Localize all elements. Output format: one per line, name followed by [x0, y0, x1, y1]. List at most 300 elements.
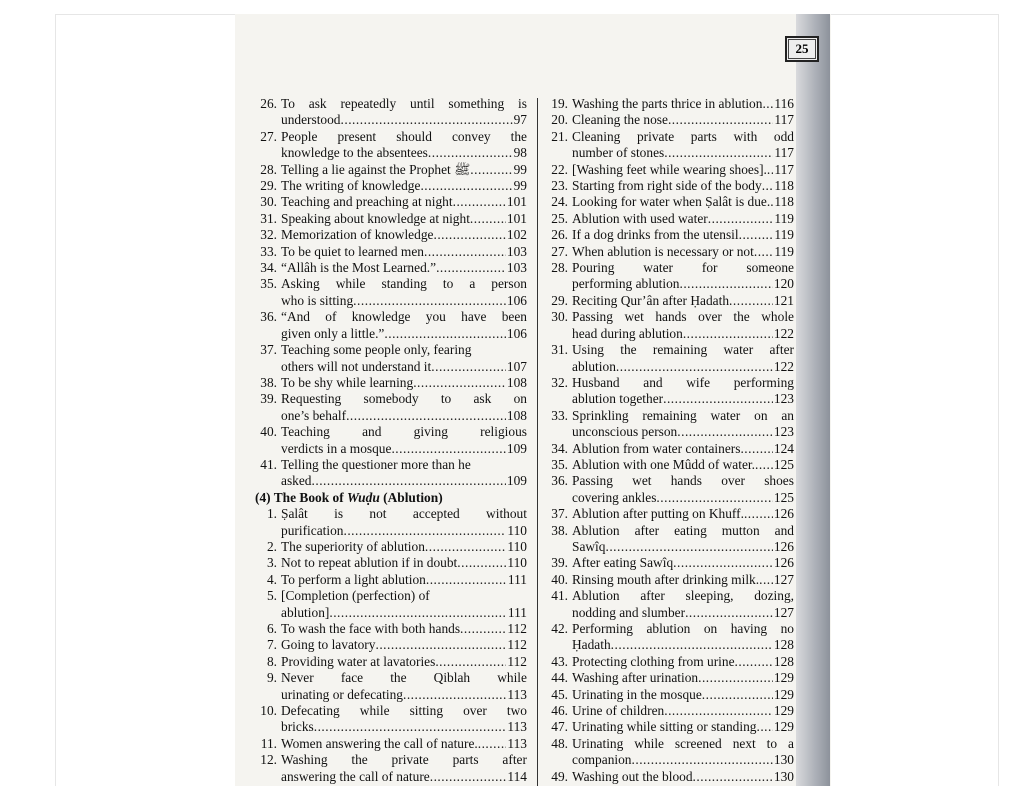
toc-entry-line — [281, 309, 527, 325]
toc-line-text: ablution — [572, 358, 616, 374]
dot-leader — [353, 293, 506, 309]
toc-entry-line — [572, 260, 794, 276]
toc-entry-text — [572, 572, 794, 588]
toc-line-text: bricks — [281, 719, 314, 735]
toc-word: hands — [655, 309, 687, 325]
toc-word: Asking — [281, 276, 320, 292]
toc-word: somebody — [363, 391, 419, 407]
toc-entry-number: 41. — [260, 456, 277, 472]
toc-entry — [255, 391, 527, 424]
dot-leader — [470, 211, 506, 227]
toc-entry-number: 47. — [551, 719, 568, 735]
toc-entry-number: 2. — [266, 538, 277, 554]
toc-entry-text — [281, 506, 527, 539]
toc-word: convey — [451, 128, 491, 144]
toc-entry — [255, 211, 527, 227]
toc-word: without — [486, 506, 527, 522]
toc-word: knowledge — [351, 309, 411, 325]
toc-entry-text — [572, 96, 794, 112]
toc-word: the — [351, 752, 368, 768]
toc-entry-line — [281, 276, 527, 292]
toc-entry-number: 27. — [260, 128, 277, 144]
toc-word: screened — [674, 735, 722, 751]
toc-entry-number: 41. — [551, 588, 568, 604]
toc-entry-number: 3. — [266, 555, 277, 571]
toc-entry-number: 6. — [266, 621, 277, 636]
toc-entry-number: 36. — [260, 309, 277, 325]
toc-word: wet — [624, 309, 644, 325]
toc-page-ref: 129 — [773, 719, 794, 735]
toc-line-text: Ablution after putting on Khuff. — [572, 506, 744, 522]
toc-line-text: Not to repeat ablution if in doubt — [281, 555, 458, 571]
toc-line-text: Sawîq — [572, 538, 606, 554]
toc-entry-text — [572, 178, 794, 194]
toc-entry-number: 8. — [266, 653, 277, 669]
toc-entry-line — [572, 621, 794, 637]
toc-entry-text — [572, 244, 794, 260]
toc-entry-line — [281, 539, 527, 555]
toc-entry-number: 10. — [260, 703, 277, 719]
toc-page-ref: 112 — [507, 653, 527, 669]
page-edge-shadow — [796, 14, 830, 786]
dot-leader — [762, 96, 773, 112]
page-number — [785, 36, 819, 62]
toc-line-text: understood — [281, 112, 341, 128]
toc-page-ref: 128 — [773, 653, 794, 669]
toc-word: not — [369, 506, 387, 522]
dot-leader — [329, 605, 507, 621]
toc-word: ablution — [646, 621, 691, 636]
toc-page-ref: 125 — [773, 489, 794, 505]
toc-entry-line — [281, 752, 527, 768]
toc-entry-line — [281, 194, 527, 210]
toc-word: after — [769, 342, 794, 358]
toc-entry — [255, 637, 527, 653]
toc-word: Urinating — [572, 735, 624, 751]
dot-leader — [426, 572, 507, 588]
toc-word: giving — [413, 424, 448, 440]
toc-word: on — [513, 391, 527, 407]
toc-page-ref: 102 — [506, 227, 527, 243]
toc-word: over — [698, 309, 722, 325]
toc-entry-line — [572, 244, 794, 260]
toc-word: Cleaning — [572, 128, 621, 144]
toc-line-text: Telling a lie against the Prophet ﷺ — [281, 161, 471, 177]
toc-entry-text — [572, 112, 794, 128]
toc-entry-text — [281, 621, 527, 637]
toc-word: to — [766, 735, 778, 751]
toc-line-text: Reciting Qur’ân after Ḥadath — [572, 292, 730, 308]
dot-leader — [436, 260, 506, 276]
toc-word: To — [281, 96, 295, 111]
toc-page-ref: 101 — [506, 210, 527, 226]
toc-entry — [255, 703, 527, 736]
toc-line-text: Rinsing mouth after drinking milk. — [572, 571, 760, 587]
toc-word: two — [506, 703, 527, 719]
toc-entry — [255, 260, 527, 276]
toc-entry-text — [281, 736, 527, 752]
toc-left-column — [255, 96, 527, 785]
toc-word: Never — [281, 670, 314, 686]
toc-entry-line — [281, 572, 527, 588]
toc-page-ref: 101 — [506, 194, 527, 210]
toc-entry-line — [281, 523, 527, 539]
toc-entry-number: 38. — [551, 522, 568, 538]
toc-word: is — [518, 96, 527, 111]
toc-entry — [255, 244, 527, 260]
toc-entry-line — [572, 342, 794, 358]
toc-word: Defecating — [281, 703, 340, 719]
toc-word: wife — [686, 374, 711, 390]
toc-word: Passing — [572, 309, 613, 325]
toc-word: Sprinkling — [572, 407, 629, 423]
toc-word: wet — [632, 473, 652, 489]
toc-line-text: Ablution with one Mûdd of water. — [572, 456, 755, 472]
toc-entry-line — [572, 145, 794, 161]
toc-line-text: To be quiet to learned men — [281, 243, 424, 259]
dot-leader — [664, 703, 773, 719]
toc-word: the — [620, 342, 637, 358]
toc-page-ref: 113 — [507, 719, 527, 735]
toc-entry-text — [281, 539, 527, 555]
toc-entry-number: 34. — [551, 440, 568, 456]
dot-leader — [457, 555, 506, 571]
dot-leader — [314, 719, 507, 735]
toc-entry-line — [572, 703, 794, 719]
toc-entry — [255, 588, 527, 621]
toc-entry-line — [281, 391, 527, 407]
toc-entry — [255, 227, 527, 243]
toc-line-text: given only a little.” — [281, 325, 385, 341]
toc-entry-text — [281, 276, 527, 309]
toc-entry-text — [572, 260, 794, 293]
toc-entry — [546, 457, 794, 473]
toc-word: a — [469, 276, 476, 292]
toc-page-ref: 117 — [774, 112, 794, 128]
toc-page-ref: 103 — [506, 260, 527, 276]
toc-entry — [255, 555, 527, 571]
toc-line-text: unconscious person — [572, 424, 678, 440]
toc-page-ref: 112 — [507, 637, 527, 653]
toc-entry-text — [572, 194, 794, 210]
dot-leader — [470, 162, 512, 178]
toc-entry-line — [281, 457, 527, 473]
toc-entry-number: 30. — [551, 309, 568, 325]
toc-word: someone — [746, 260, 794, 276]
toc-page-ref: 123 — [773, 391, 794, 407]
toc-page-ref: 108 — [506, 374, 527, 390]
toc-entry-text — [281, 637, 527, 653]
toc-entry-number: 44. — [551, 670, 568, 686]
toc-page-ref: 110 — [507, 538, 527, 554]
toc-word: eating — [674, 522, 707, 538]
toc-word: on — [703, 621, 718, 636]
toc-word: mutton — [721, 522, 760, 538]
toc-entry — [255, 178, 527, 194]
toc-entry-line — [281, 637, 527, 653]
toc-line-text: head during ablution — [572, 325, 683, 341]
toc-page-ref: 111 — [507, 604, 527, 620]
dot-leader — [403, 687, 506, 703]
dot-leader — [632, 752, 773, 768]
toc-word: no — [780, 621, 794, 636]
toc-entry — [546, 194, 794, 210]
toc-entry-text — [572, 769, 794, 785]
dot-leader — [605, 539, 772, 555]
toc-entry-number: 1. — [266, 506, 277, 522]
toc-word: ask — [308, 96, 327, 111]
toc-left-bottom-list — [255, 506, 527, 785]
toc-entry-text — [281, 211, 527, 227]
toc-entry-text — [281, 375, 527, 391]
toc-word: person — [491, 276, 527, 292]
book-heading-pre: (4) The Book of — [255, 489, 348, 505]
toc-entry-text — [572, 162, 794, 178]
toc-page-ref: 98 — [513, 145, 527, 161]
toc-word: on — [754, 407, 768, 423]
toc-entry — [546, 687, 794, 703]
toc-entry-number: 24. — [551, 194, 568, 210]
dot-leader — [430, 769, 507, 785]
toc-entry — [255, 752, 527, 785]
toc-entry-line — [281, 211, 527, 227]
toc-line-text: When ablution is necessary or not — [572, 243, 754, 259]
toc-entry-text — [281, 588, 527, 621]
toc-word: Ṣalât — [281, 506, 308, 522]
toc-word: Ablution — [572, 522, 620, 538]
toc-entry — [546, 719, 794, 735]
toc-entry-line — [572, 719, 794, 735]
toc-entry-line — [572, 96, 794, 112]
dot-leader — [460, 621, 506, 637]
toc-page-ref: 108 — [506, 407, 527, 423]
dot-leader — [341, 112, 513, 128]
toc-word: until — [410, 96, 435, 111]
toc-line-text: Speaking about knowledge at night — [281, 210, 470, 226]
toc-entry-text — [572, 588, 794, 621]
toc-entry-text — [572, 670, 794, 686]
toc-line-text: Teaching and preaching at night — [281, 194, 453, 210]
toc-page-ref: 119 — [774, 227, 794, 243]
toc-word: the — [390, 670, 407, 686]
toc-entry-line — [281, 769, 527, 785]
toc-page-ref: 118 — [774, 194, 794, 210]
toc-word: face — [340, 670, 364, 686]
toc-entry-line — [572, 605, 794, 621]
toc-word: over — [463, 703, 487, 719]
toc-entry-line — [281, 473, 527, 489]
toc-entry-number: 40. — [551, 571, 568, 587]
toc-entry — [546, 506, 794, 522]
dot-leader — [312, 473, 506, 489]
toc-word: odd — [773, 128, 794, 144]
toc-entry — [546, 555, 794, 571]
toc-entry-number: 37. — [551, 506, 568, 522]
toc-word: shoes — [764, 473, 794, 489]
toc-entry-line — [572, 637, 794, 653]
toc-line-text: To be shy while learning — [281, 374, 414, 390]
toc-page-ref: 97 — [513, 112, 527, 128]
toc-entry-text — [572, 293, 794, 309]
toc-word: should — [396, 128, 432, 144]
toc-page-ref: 123 — [773, 424, 794, 440]
toc-line-text: Urine of children — [572, 703, 665, 719]
toc-left-top-list — [255, 96, 527, 490]
toc-entry-number: 28. — [551, 260, 568, 276]
toc-entry-text — [572, 129, 794, 162]
toc-entry — [255, 129, 527, 162]
toc-line-text: verdicts in a mosque — [281, 440, 392, 456]
toc-entry-line — [572, 736, 794, 752]
toc-entry-text — [281, 342, 527, 375]
toc-entry-text — [572, 309, 794, 342]
toc-entry — [546, 342, 794, 375]
toc-page-ref: 129 — [773, 686, 794, 702]
toc-entry-text — [572, 523, 794, 556]
toc-entry — [546, 654, 794, 670]
toc-line-text: [Completion (perfection) of — [281, 588, 430, 604]
toc-line-text: who is sitting — [281, 292, 354, 308]
toc-entry-number: 29. — [551, 292, 568, 308]
toc-entry-line — [281, 506, 527, 522]
toc-word: a — [788, 735, 794, 751]
toc-entry-number: 11. — [260, 735, 277, 751]
toc-right-column — [546, 96, 794, 785]
toc-word: after — [502, 752, 527, 768]
toc-word: “And — [281, 309, 311, 325]
toc-entry-number: 39. — [551, 555, 568, 571]
toc-entry — [546, 211, 794, 227]
toc-line-text: Urinating in the mosque — [572, 686, 702, 702]
dot-leader — [735, 654, 773, 670]
page-number-text: 25 — [795, 41, 809, 56]
toc-word: private — [636, 128, 675, 144]
toc-entry-number: 39. — [260, 391, 277, 407]
toc-word: Using — [572, 342, 604, 358]
toc-line-text: To wash the face with both hands — [281, 621, 461, 636]
toc-page-ref: 126 — [773, 555, 794, 571]
toc-entry — [546, 572, 794, 588]
toc-entry-line — [572, 326, 794, 342]
toc-line-text: Ablution with used water — [572, 210, 708, 226]
toc-word: sitting — [409, 703, 444, 719]
toc-line-text: The writing of knowledge — [281, 178, 421, 194]
toc-entry-line — [281, 145, 527, 161]
toc-word: Qiblah — [433, 670, 471, 686]
dot-leader — [346, 408, 506, 424]
toc-entry-line — [281, 112, 527, 128]
toc-entry — [255, 276, 527, 309]
dot-leader — [424, 244, 506, 260]
toc-entry-line — [572, 112, 794, 128]
toc-line-text: others will not understand it — [281, 358, 432, 374]
toc-entry-text — [572, 408, 794, 441]
toc-entry-line — [572, 670, 794, 686]
toc-word: accepted — [412, 506, 460, 522]
toc-entry-line — [572, 293, 794, 309]
toc-line-text: Ḥadath — [572, 637, 611, 653]
toc-line-text: The superiority of ablution — [281, 538, 425, 554]
toc-page-ref: 119 — [774, 210, 794, 226]
toc-word: and — [774, 522, 794, 538]
toc-page-ref: 129 — [773, 703, 794, 719]
toc-line-text: Memorization of knowledge — [281, 227, 434, 243]
toc-line-text: knowledge to the absentees — [281, 145, 428, 161]
toc-entry-line — [572, 555, 794, 571]
toc-entry — [546, 441, 794, 457]
toc-line-text: Cleaning the nose — [572, 112, 668, 128]
toc-word: to — [442, 276, 454, 292]
toc-entry-line — [572, 441, 794, 457]
toc-entry — [546, 523, 794, 556]
toc-line-text: ablution together — [572, 391, 664, 407]
toc-word: private — [391, 752, 429, 768]
toc-entry-line — [281, 244, 527, 260]
toc-entry-line — [281, 260, 527, 276]
toc-page-ref: 113 — [507, 686, 527, 702]
toc-entry-number: 7. — [266, 637, 277, 653]
toc-entry — [255, 457, 527, 490]
toc-entry — [255, 654, 527, 670]
dot-leader — [698, 670, 773, 686]
toc-entry-number: 36. — [551, 473, 568, 489]
toc-entry — [255, 572, 527, 588]
toc-word: standing — [381, 276, 427, 292]
toc-entry-text — [572, 506, 794, 522]
book-heading-italic: Wuḍu — [347, 489, 380, 505]
toc-page-ref: 113 — [507, 735, 527, 751]
dot-leader — [611, 637, 773, 653]
toc-entry-line — [281, 375, 527, 391]
toc-entry-line — [572, 424, 794, 440]
toc-entry-text — [281, 309, 527, 342]
toc-entry — [255, 309, 527, 342]
toc-entry-line — [281, 178, 527, 194]
toc-entry-text — [281, 194, 527, 210]
column-divider — [537, 98, 538, 786]
toc-entry-number: 28. — [260, 161, 277, 177]
toc-entry-line — [572, 227, 794, 243]
dot-leader — [453, 194, 506, 210]
toc-entry — [546, 112, 794, 128]
toc-word: having — [730, 621, 768, 636]
toc-page-ref: 99 — [513, 161, 527, 177]
toc-line-text: Ablution from water containers — [572, 440, 741, 456]
toc-entry-line — [572, 457, 794, 473]
toc-entry-line — [281, 441, 527, 457]
toc-entry-line — [281, 555, 527, 571]
toc-line-text: [Washing feet while wearing shoes]. — [572, 161, 767, 177]
toc-entry-line — [281, 326, 527, 342]
toc-word: Teaching — [281, 424, 330, 440]
toc-line-text: After eating Sawîq — [572, 555, 674, 571]
toc-entry-text — [572, 227, 794, 243]
toc-line-text: Teaching some people only, fearing — [281, 342, 472, 358]
toc-entry-number: 48. — [551, 735, 568, 751]
toc-entry-line — [572, 178, 794, 194]
toc-word: religious — [480, 424, 527, 440]
toc-page-ref: 124 — [773, 440, 794, 456]
toc-page-ref: 118 — [774, 178, 794, 194]
toc-word: and — [362, 424, 382, 440]
toc-entry-line — [572, 539, 794, 555]
toc-entry-line — [572, 523, 794, 539]
toc-word: something — [448, 96, 505, 111]
toc-word: while — [497, 670, 527, 686]
toc-word: you — [425, 309, 446, 325]
toc-entry — [255, 670, 527, 703]
dot-leader — [431, 359, 506, 375]
